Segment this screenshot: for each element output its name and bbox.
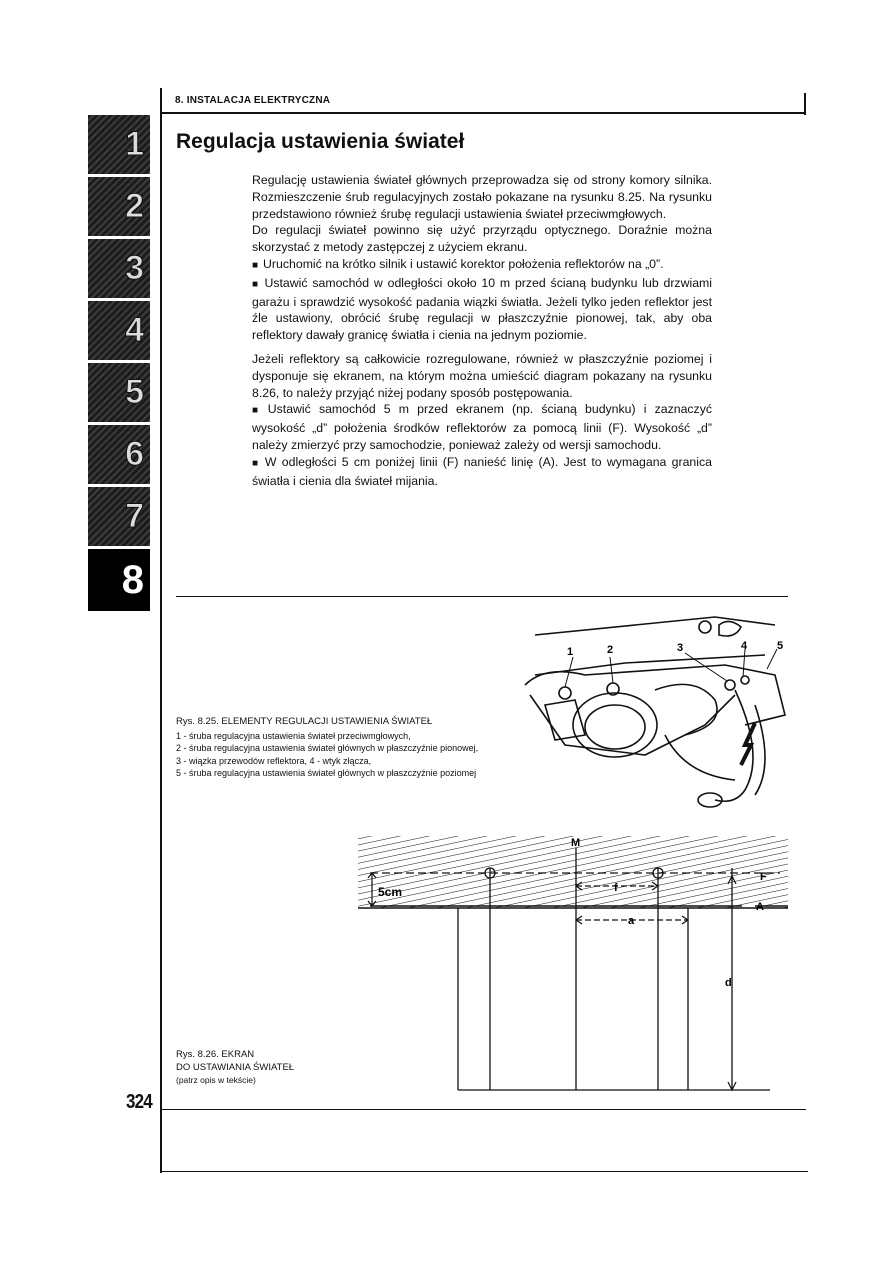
left-margin-rule — [160, 88, 162, 1173]
section-header: 8. INSTALACJA ELEKTRYCZNA — [175, 95, 331, 106]
chapter-tab-8-active[interactable]: 8 — [88, 549, 150, 611]
fig825-label-2: 2 — [607, 644, 614, 656]
paragraph-screen: Jeżeli reflektory są całkowicie rozregulowane, również w płaszczyźnie poziomej i dysponuje się ekranem, na którym można umieścić diagram pokazany na rysunku 8.26, to należy przyjąć niżej podany sposób postępowania. — [252, 351, 712, 400]
chapter-tab-6[interactable]: 6 — [88, 425, 150, 484]
bullet-step-3: ■ Ustawić samochód 5 m przed ekranem (np. ścianą budynku) i zaznaczyć wysokość „d” położenia środków reflektorów za pomocą linii (F). Wysokość „d” należy zmierzyć przy samochodzie, ponieważ zależy od wersji samochodu. — [252, 401, 712, 453]
figure-8-25-item: 5 - śruba regulacyjna ustawienia świateł głównych w płaszczyźnie poziomej — [176, 768, 477, 778]
chapter-tab-1[interactable]: 1 — [88, 115, 150, 174]
fig826-label-a-dim: a — [628, 915, 635, 927]
figure-8-25-caption — [176, 716, 506, 780]
paragraph-intro: Regulację ustawienia świateł głównych przeprowadza się od strony komory silnika. Rozmieszczenie śrub regulacyjnych zostało pokazane na rysunku 8.25. Na rysunku przedstawiono również śrubę regulacji ustawienia świateł przeciwmgłowych. — [252, 173, 712, 221]
figure-8-26-subtitle: DO USTAWIANIA ŚWIATEŁ — [176, 1061, 295, 1073]
bottom-rule — [160, 1109, 806, 1110]
fig825-label-3: 3 — [677, 642, 684, 654]
fig825-label-5: 5 — [777, 640, 784, 652]
fig826-label-f-line: F — [760, 871, 767, 883]
figure-divider-rule — [176, 596, 788, 597]
fig826-label-f-dim: f — [614, 882, 618, 894]
figure-8-26-note: (patrz opis w tekście) — [176, 1075, 256, 1085]
figure-8-25-title: Rys. 8.25. ELEMENTY REGULACJI USTAWIENIA ŚWIATEŁ — [176, 716, 433, 727]
figure-8-26-caption — [176, 1049, 346, 1087]
fig826-label-d-dim: d — [725, 977, 732, 989]
chapter-tabs — [88, 115, 150, 614]
figure-8-25-item: 1 - śruba regulacyjna ustawienia świateł przeciwmgłowych, — [176, 730, 411, 741]
fig826-label-5cm: 5cm — [378, 885, 403, 899]
fig825-label-1: 1 — [567, 646, 574, 658]
page-title: Regulacja ustawienia świateł — [176, 130, 465, 153]
figure-8-25-item: 3 - wiązka przewodów reflektora, 4 - wtyk złącza, — [176, 755, 372, 766]
paragraph-method: Do regulacji świateł powinno się użyć przyrządu optycznego. Doraźnie można skorzystać z metody zastępczej z użyciem ekranu. — [252, 223, 712, 255]
figure-8-26-title: Rys. 8.26. EKRAN — [176, 1049, 255, 1060]
headlamp-adjustment-illustration — [505, 605, 795, 820]
footer-rule — [160, 1171, 808, 1172]
page-number: 324 — [126, 1091, 152, 1113]
chapter-tab-4[interactable]: 4 — [88, 301, 150, 360]
right-margin-rule — [804, 93, 806, 115]
bullet-step-4: ■ W odległości 5 cm poniżej linii (F) nanieść linię (A). Jest to wymagana granica światła i cienia dla świateł mijania. — [252, 454, 712, 490]
chapter-tab-2[interactable]: 2 — [88, 177, 150, 236]
aiming-screen-diagram — [350, 828, 795, 1098]
fig825-label-4: 4 — [741, 640, 748, 652]
chapter-tab-7[interactable]: 7 — [88, 487, 150, 546]
bullet-step-1: ■ Uruchomić na krótko silnik i ustawić korektor położenia reflektorów na „0”. — [252, 256, 712, 275]
chapter-tab-5[interactable]: 5 — [88, 363, 150, 422]
body-text — [252, 172, 712, 489]
bullet-step-2: ■ Ustawić samochód w odległości około 10 m przed ścianą budynku lub drzwiami garażu i sprawdzić wysokość padania wiązki światła. Jeżeli tylko jeden reflektor jest źle ustawiony, obrócić śrubę regulacji w płaszczyźnie pionowej, tak, aby oba reflektory dawały granicę światła i cienia na jednym poziomie. — [252, 275, 712, 344]
fig826-label-a-line: A — [756, 901, 764, 913]
fig826-label-m: M — [571, 837, 581, 849]
header-rule — [160, 112, 806, 114]
figure-8-25-item: 2 - śruba regulacyjna ustawienia świateł głównych w płaszczyźnie pionowej, — [176, 743, 479, 753]
chapter-tab-3[interactable]: 3 — [88, 239, 150, 298]
